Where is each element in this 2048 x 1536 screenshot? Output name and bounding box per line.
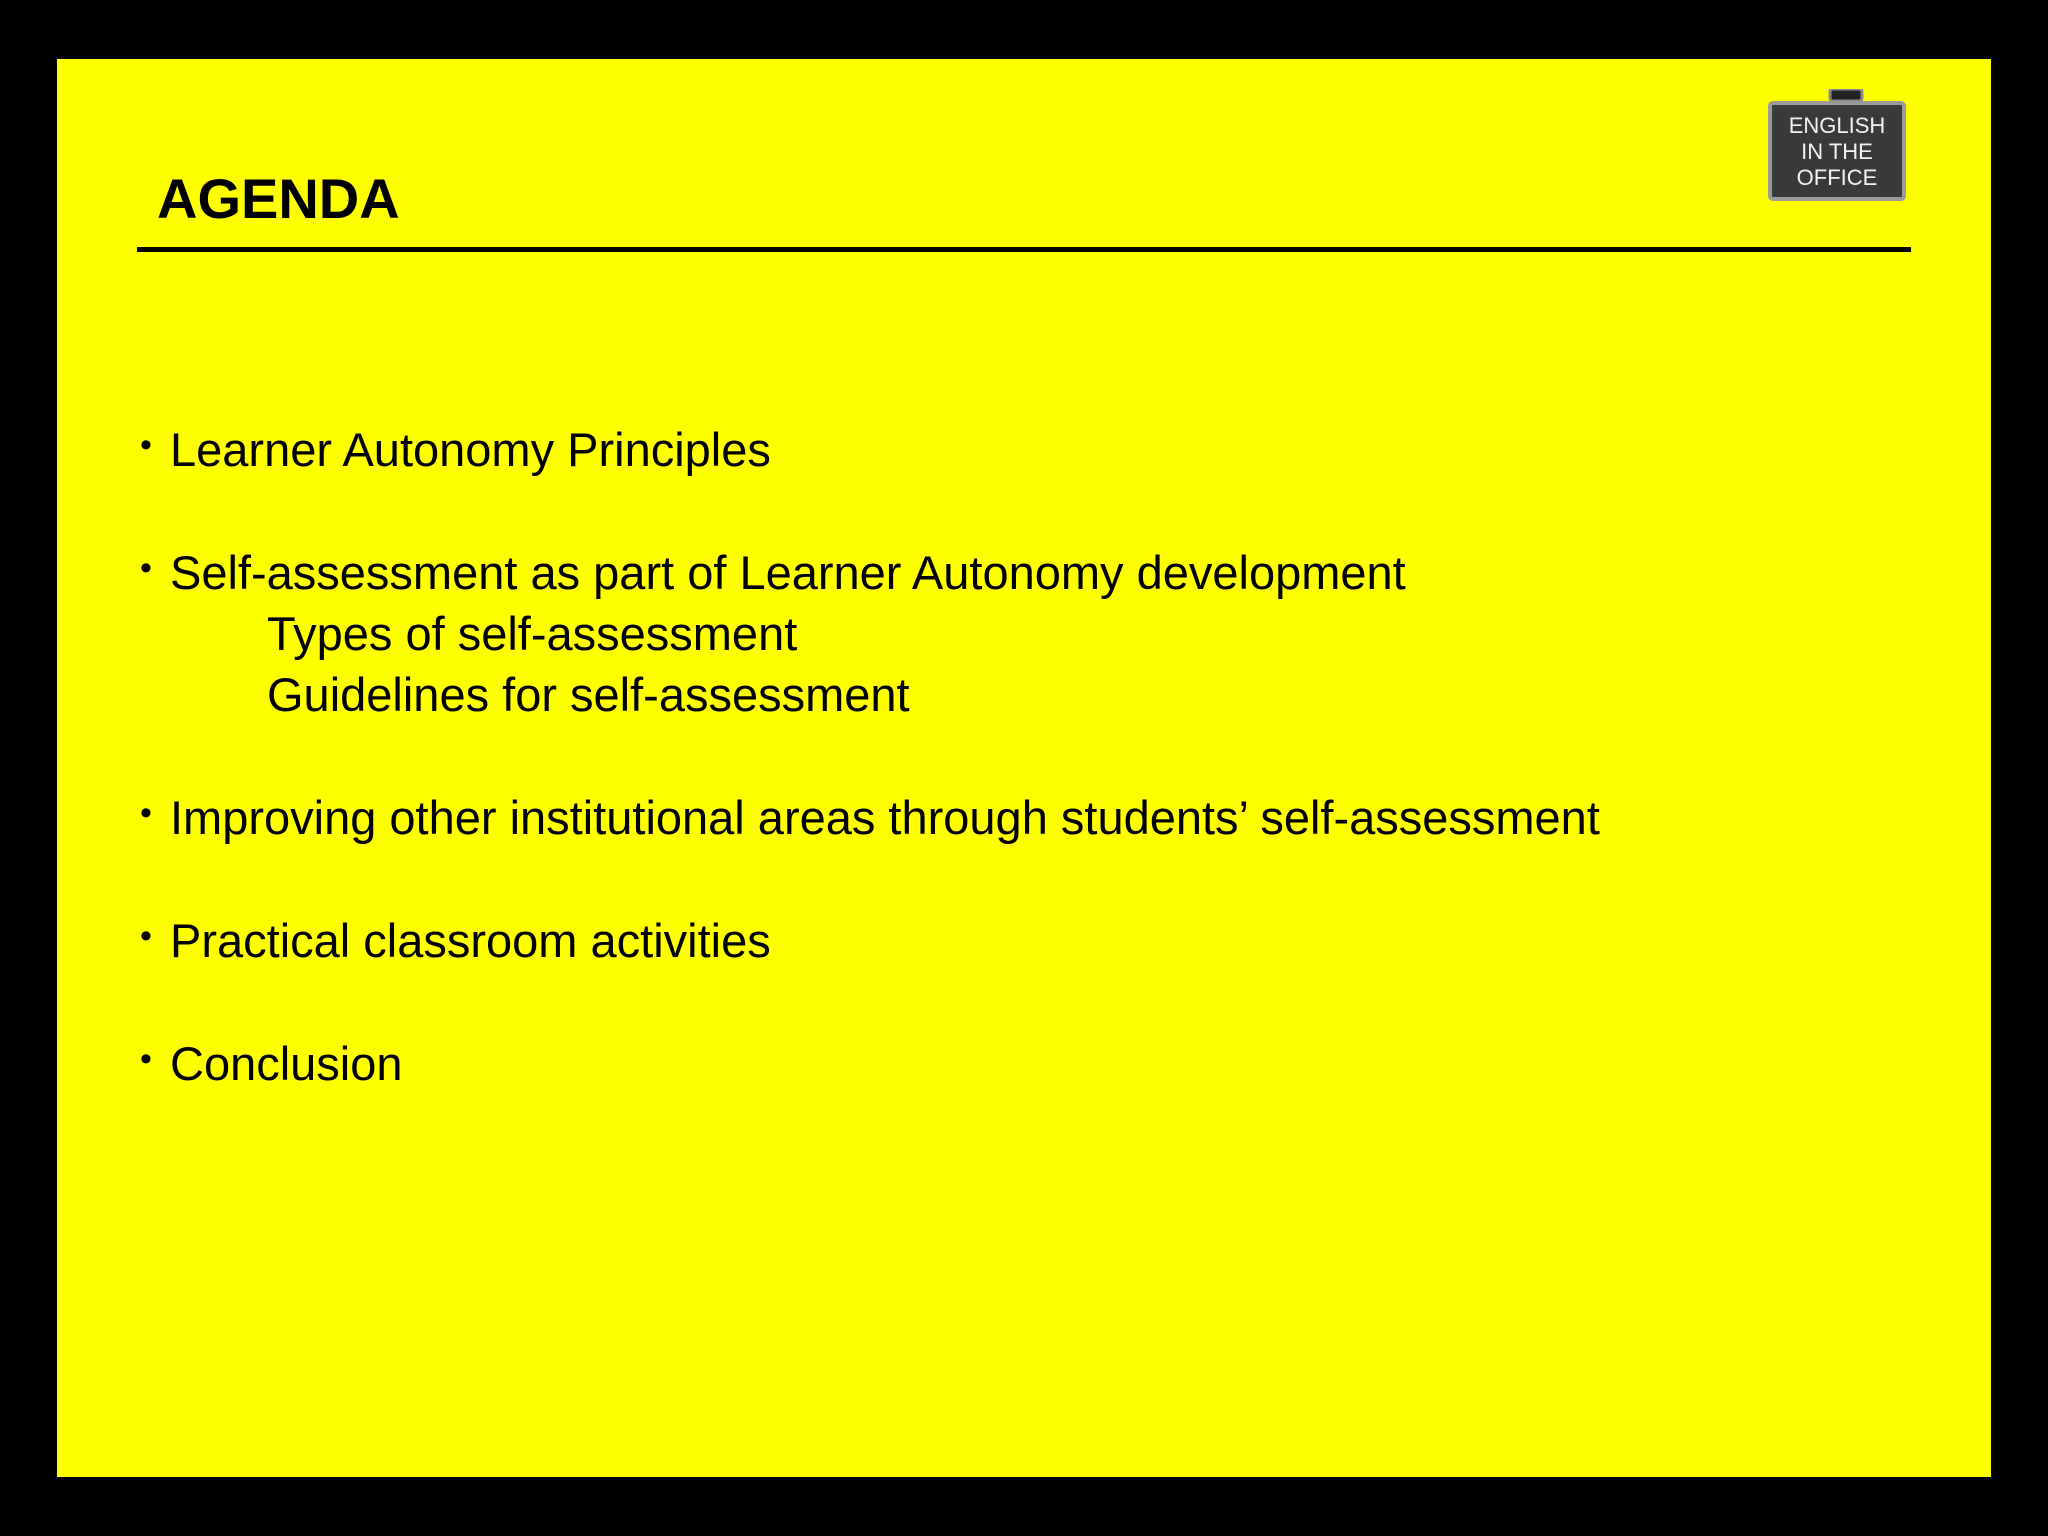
agenda-subitem: Types of self-assessment — [267, 607, 798, 660]
agenda-item-text: Practical classroom activities — [170, 914, 771, 967]
bullet: • — [140, 426, 152, 464]
title-divider — [137, 247, 1911, 252]
slide-title: AGENDA — [157, 167, 400, 230]
agenda-item-text: Improving other institutional areas through students’ self-assessment — [170, 791, 1600, 844]
logo-text-line2: IN THE — [1801, 139, 1873, 164]
agenda-subitem: Guidelines for self-assessment — [267, 668, 910, 721]
logo-text-line3: OFFICE — [1796, 165, 1878, 190]
logo-text-line1: ENGLISH — [1788, 113, 1886, 138]
english-in-the-office-logo-icon — [1767, 89, 1907, 203]
agenda-item-text: Conclusion — [170, 1037, 403, 1090]
agenda-item-text: Learner Autonomy Principles — [170, 423, 771, 476]
agenda-item — [140, 787, 1600, 848]
bullet: • — [140, 794, 152, 832]
slide — [57, 59, 1991, 1477]
bullet: • — [140, 917, 152, 955]
agenda-item — [140, 419, 1600, 480]
bullet: • — [140, 549, 152, 587]
agenda-item-text: Self-assessment as part of Learner Autonomy development — [170, 546, 1406, 599]
agenda-item — [140, 910, 1600, 971]
agenda-list — [140, 419, 1600, 1094]
bullet: • — [140, 1040, 152, 1078]
agenda-item — [140, 1033, 1600, 1094]
agenda-item — [140, 542, 1600, 725]
